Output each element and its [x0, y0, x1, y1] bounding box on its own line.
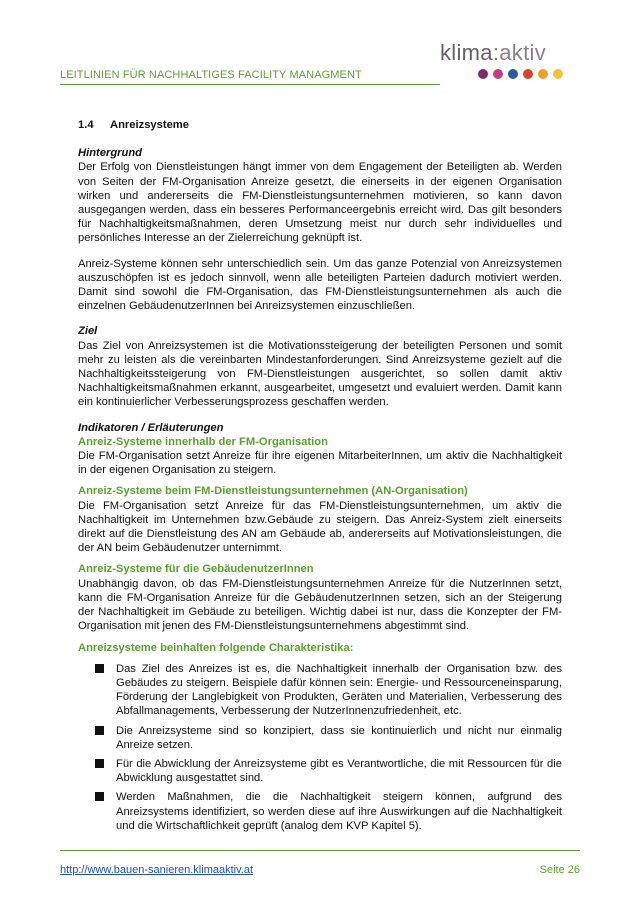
list-item-text: Für die Abwicklung der Anreizsysteme gibt es Verantwortliche, die mit Ressourcen für die Abwicklung ausgestattet sind.	[116, 757, 562, 785]
logo-suffix: aktiv	[499, 40, 547, 65]
characteristics-list	[78, 662, 562, 833]
klimaaktiv-logo	[440, 42, 600, 82]
list-item	[78, 724, 562, 752]
square-bullet-icon	[95, 792, 104, 801]
header-rule	[60, 84, 440, 85]
paragraph: Das Ziel von Anreizsystemen ist die Motivationssteigerung der beteiligten Personen und somit mehr zu leisten als die vereinbarten Mindestanforderungen. Sind Anreizsysteme gezielt auf die Nachhaltigkeitssteigerung von FM-Dienstleistungen ausgerichtet, so sollen damit aktiv Nachhaltigkeitsmaßnahmen erkannt, ausgearbeitet, umgesetzt und evaluiert werden. Damit kann ein kontinuierlicher Verbesserungsprozess geschaffen werden.	[78, 339, 562, 409]
subheading-gebaeudenutzer: Anreiz-Systeme für die GebäudenutzerInnen	[78, 563, 314, 576]
list-item-text: Werden Maßnahmen, die die Nachhaltigkeit steigern können, aufgrund des Anreizsystems identifiziert, so werden diese auf ihre Auswirkungen auf die Nachhaltigkeit und die Wirtschaftlichkeit geprüft (analog dem KVP Kapitel 5).	[116, 791, 562, 832]
paragraph: Unabhängig davon, ob das FM-Dienstleistungsunternehmen Anreize für die NutzerInnen setzt, kann die FM-Organisation Anreize für die GebäudenutzerInnen setzen, sich an der Steigerung der Nachhaltigkeit im Gebäude zu beteiligen. Wichtig dabei ist nur, dass die Konzepter der FM-Organisation mit jenen des FM-Dienstleistungsunternehmens abgestimmt sind.	[78, 577, 562, 633]
list-item-text: Das Ziel des Anreizes ist es, die Nachhaltigkeit innerhalb der Organisation bzw. des Gebäudes zu steigern. Beispiele dafür können sein: Energie- und Ressourceneinsparung, Förderung der Langlebigkeit von Produkten, Geräten und Materialien, Verbesserung des Abfallmanagements, Verbesserung der NutzerInnenzufriedenheit, etc.	[116, 662, 562, 718]
running-header: LEITLINIEN FÜR NACHHALTIGES FACILITY MANAGMENT	[60, 69, 362, 81]
list-item	[78, 662, 562, 719]
heading-indikatoren: Indikatoren / Erläuterungen	[78, 421, 224, 434]
page-number: Seite 26	[539, 864, 580, 876]
subheading-charakteristika: Anreizsysteme beinhalten folgende Charakteristika:	[78, 641, 354, 654]
heading-ziel: Ziel	[78, 325, 98, 338]
logo-wordmark	[440, 42, 600, 64]
list-item	[78, 757, 562, 785]
footer-link[interactable]: http://www.bauen-sanieren.klimaaktiv.at	[60, 864, 253, 876]
page-content	[78, 118, 562, 838]
square-bullet-icon	[95, 664, 104, 673]
logo-dots	[478, 69, 563, 79]
square-bullet-icon	[95, 726, 104, 735]
logo-dot	[508, 69, 518, 79]
section-title	[78, 118, 562, 132]
list-item	[78, 790, 562, 833]
logo-dot	[538, 69, 548, 79]
logo-dot	[493, 69, 503, 79]
logo-dot	[523, 69, 533, 79]
logo-colon: :	[492, 40, 500, 65]
paragraph: Die FM-Organisation setzt Anreize für das FM-Dienstleistungsunternehmen, um aktiv die Nachhaltigkeit im Unternehmen bzw.Gebäude zu steigern. Das Anreiz-System zielt einerseits direkt auf die Dienstleistung des AN am Gebäude ab, andererseits auf Motivationsleistungen, die der AN beim Gebäudenutzer unternimmt.	[78, 499, 562, 555]
paragraph: Anreiz-Systeme können sehr unterschiedlich sein. Um das ganze Potenzial von Anreizsystemen auszuschöpfen ist es jedoch sinnvoll, wenn alle beteiligten Parteien dadurch motiviert werden. Damit sind sowohl die FM-Organisation, das FM-Dienstleistungsunternehmen als auch die einzelnen GebäudenutzerInnen bei Anreizsystemen einzuschließen.	[78, 257, 562, 313]
heading-hintergrund: Hintergrund	[78, 147, 143, 160]
subheading-fm-organisation: Anreiz-Systeme innerhalb der FM-Organisation	[78, 435, 328, 448]
logo-word: klima	[440, 40, 493, 65]
section-number: 1.4	[78, 119, 94, 131]
paragraph: Die FM-Organisation setzt Anreize für ihre eigenen MitarbeiterInnen, um aktiv die Nachhaltigkeit in der eigenen Organisation zu steigern.	[78, 450, 562, 477]
section-title-text: Anreizsysteme	[110, 119, 189, 131]
list-item-text: Die Anreizsysteme sind so konzipiert, dass sie kontinuierlich und nicht nur einmalig Anreize setzen.	[116, 724, 562, 751]
paragraph: Der Erfolg von Dienstleistungen hängt immer von dem Engagement der Beteiligten ab. Werden von Seiten der FM-Organisation Anreize gesetzt, die einerseits in der eigenen Organisation wirken und andererseits die FM-Dienstleistungsunternehmen motivieren, so kann davon ausgegangen werden, dass ein besseres Performanceergebnis erreicht wird. Das gilt besonders für Nachhaltigkeitsmaßnahmen, deren Umsetzung meist nur durch sehr individuelles und persönliches Interesse an der Zielerreichung geknüpft ist.	[78, 161, 562, 245]
logo-dot	[478, 69, 488, 79]
footer-rule	[60, 850, 580, 851]
square-bullet-icon	[95, 759, 104, 768]
logo-dot	[553, 69, 563, 79]
subheading-an-organisation: Anreiz-Systeme beim FM-Dienstleistungsunternehmen (AN-Organisation)	[78, 485, 468, 498]
